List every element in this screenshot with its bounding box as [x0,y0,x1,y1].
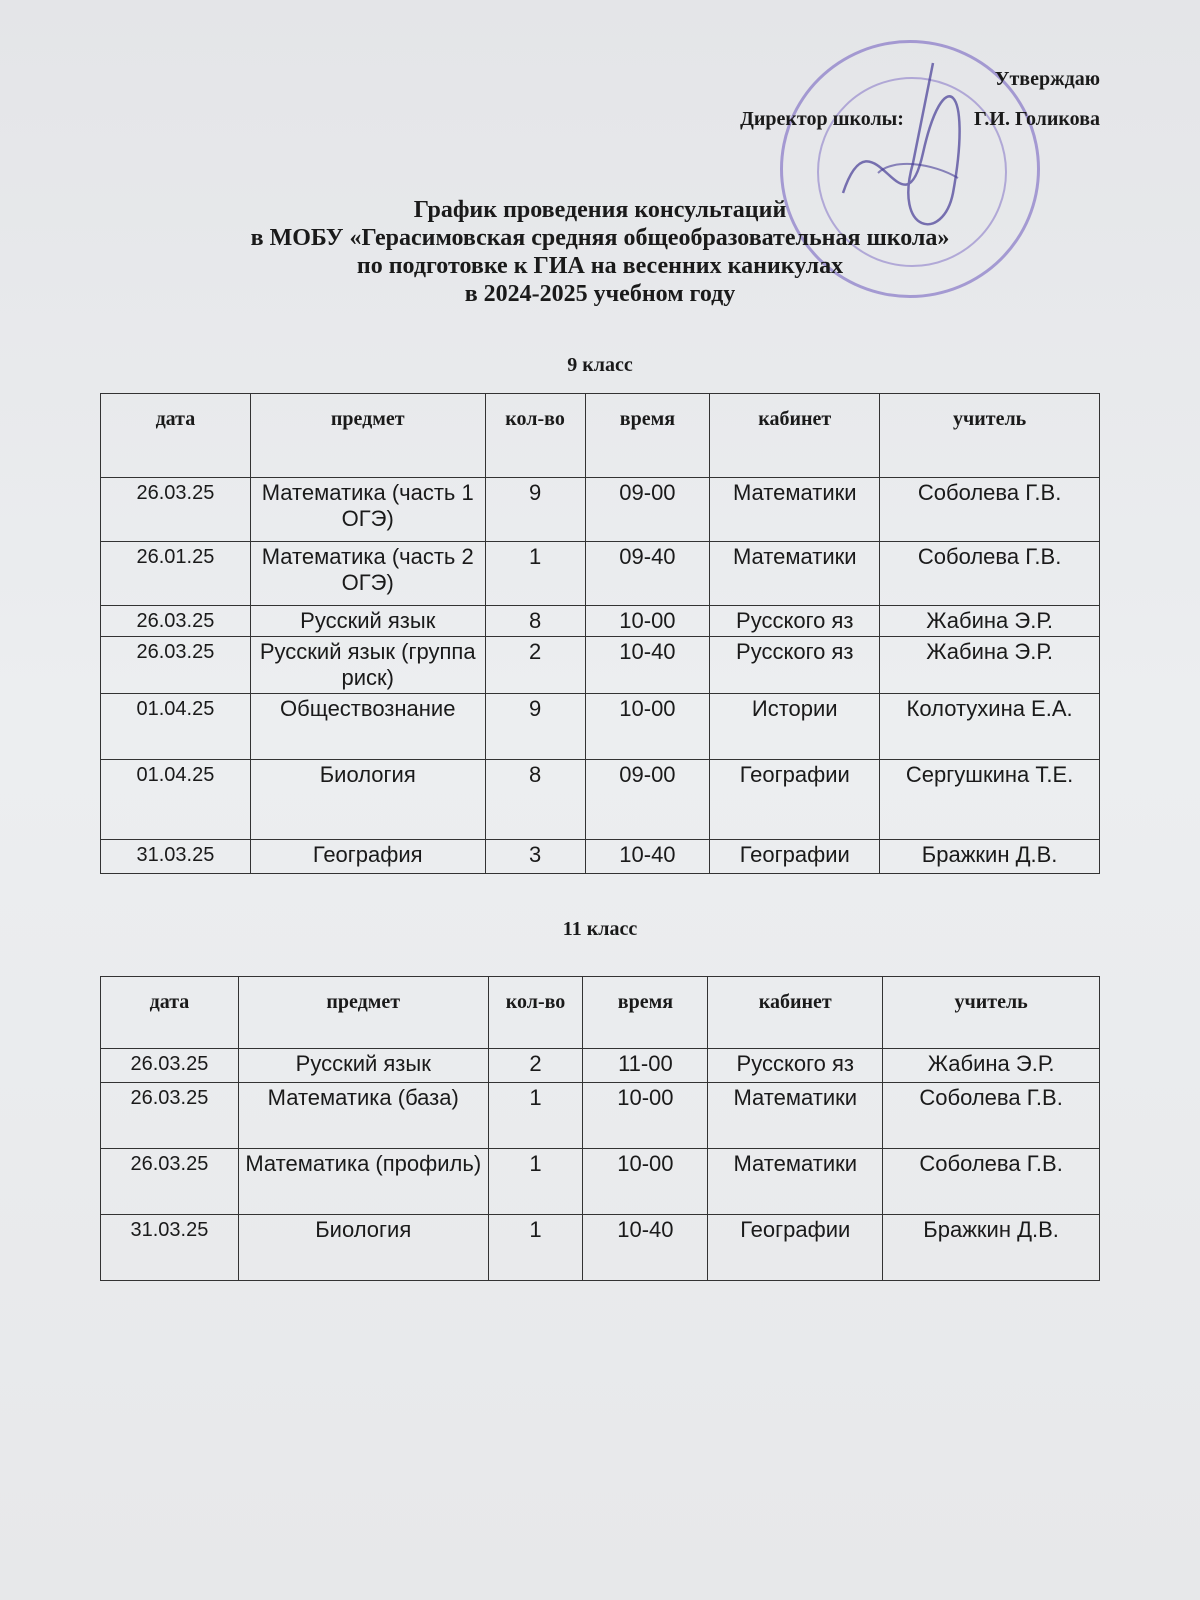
cell-room: Русского яз [710,606,880,637]
cell-room: Географии [708,1215,883,1281]
cell-room: Географии [710,840,880,874]
cell-room: Географии [710,760,880,840]
cell-teacher: Соболева Г.В. [880,542,1100,606]
cell-room: Истории [710,694,880,760]
table-row [101,694,1100,760]
cell-subject: Обществознание [250,694,485,760]
cell-date: 26.01.25 [101,542,251,606]
column-header: предмет [250,394,485,478]
cell-subject: Русский язык [250,606,485,637]
column-header: время [585,394,710,478]
cell-subject: Математика (база) [238,1083,488,1149]
cell-count: 9 [485,478,585,542]
cell-count: 9 [485,694,585,760]
column-header: предмет [238,977,488,1049]
cell-time: 10-00 [585,606,710,637]
table-row [101,760,1100,840]
table-header-row [101,394,1100,478]
cell-teacher: Жабина Э.Р. [880,637,1100,694]
cell-teacher: Жабина Э.Р. [880,606,1100,637]
cell-count: 8 [485,606,585,637]
column-header: кол-во [488,977,583,1049]
table-row [101,542,1100,606]
cell-count: 3 [485,840,585,874]
table-header-row [101,977,1100,1049]
column-header: кабинет [708,977,883,1049]
cell-date: 26.03.25 [101,478,251,542]
table-row [101,1149,1100,1215]
cell-count: 1 [485,542,585,606]
cell-subject: Математика (часть 2 ОГЭ) [250,542,485,606]
cell-count: 1 [488,1215,583,1281]
document-title [0,196,1200,308]
cell-date: 26.03.25 [101,606,251,637]
column-header: дата [101,977,239,1049]
cell-time: 09-40 [585,542,710,606]
column-header: учитель [880,394,1100,478]
cell-count: 2 [488,1049,583,1083]
title-line-4: в 2024-2025 учебном году [464,281,736,307]
cell-subject: Биология [238,1215,488,1281]
cell-room: Математики [708,1083,883,1149]
cell-time: 10-00 [585,694,710,760]
table-row [101,637,1100,694]
cell-room: Русского яз [710,637,880,694]
title-line-2: в МОБУ «Герасимовская средняя общеобразовательная школа» [250,225,950,251]
column-header: учитель [883,977,1100,1049]
cell-subject: Русский язык (группа риск) [250,637,485,694]
cell-time: 10-40 [583,1215,708,1281]
approval-director-line [740,104,1100,134]
cell-teacher: Жабина Э.Р. [883,1049,1100,1083]
cell-teacher: Бражкин Д.В. [883,1215,1100,1281]
grade-9-heading: 9 класс [567,354,633,376]
cell-time: 09-00 [585,760,710,840]
cell-room: Математики [710,542,880,606]
cell-date: 01.04.25 [101,694,251,760]
approval-block [740,64,1100,130]
cell-time: 09-00 [585,478,710,542]
cell-date: 31.03.25 [101,1215,239,1281]
table-row [101,1049,1100,1083]
cell-time: 10-40 [585,840,710,874]
approval-heading: Утверждаю [994,68,1100,90]
cell-time: 11-00 [583,1049,708,1083]
title-line-1: График проведения консультаций [413,197,787,223]
cell-time: 10-00 [583,1149,708,1215]
cell-room: Математики [710,478,880,542]
approval-director-name: Г.И. Голикова [973,108,1100,130]
table-row [101,1215,1100,1281]
cell-date: 01.04.25 [101,760,251,840]
cell-date: 26.03.25 [101,637,251,694]
cell-room: Русского яз [708,1049,883,1083]
column-header: дата [101,394,251,478]
table-row [101,478,1100,542]
column-header: кабинет [710,394,880,478]
column-header: время [583,977,708,1049]
cell-date: 26.03.25 [101,1049,239,1083]
grade-9-table [100,393,1100,874]
approval-director-label: Директор школы: [740,108,904,130]
cell-subject: Математика (часть 1 ОГЭ) [250,478,485,542]
table-row [101,840,1100,874]
cell-date: 26.03.25 [101,1149,239,1215]
cell-teacher: Соболева Г.В. [883,1083,1100,1149]
cell-teacher: Сергушкина Т.Е. [880,760,1100,840]
cell-subject: Биология [250,760,485,840]
grade-11-table [100,976,1100,1281]
cell-count: 2 [485,637,585,694]
cell-count: 8 [485,760,585,840]
title-line-3: по подготовке к ГИА на весенних каникулах [356,253,844,279]
table-row [101,1083,1100,1149]
cell-teacher: Колотухина Е.А. [880,694,1100,760]
cell-subject: География [250,840,485,874]
cell-room: Математики [708,1149,883,1215]
cell-time: 10-00 [583,1083,708,1149]
cell-teacher: Соболева Г.В. [883,1149,1100,1215]
cell-subject: Русский язык [238,1049,488,1083]
column-header: кол-во [485,394,585,478]
grade-11-heading: 11 класс [562,918,638,940]
cell-date: 26.03.25 [101,1083,239,1149]
cell-teacher: Бражкин Д.В. [880,840,1100,874]
cell-count: 1 [488,1149,583,1215]
cell-teacher: Соболева Г.В. [880,478,1100,542]
cell-time: 10-40 [585,637,710,694]
cell-count: 1 [488,1083,583,1149]
cell-date: 31.03.25 [101,840,251,874]
table-row [101,606,1100,637]
cell-subject: Математика (профиль) [238,1149,488,1215]
